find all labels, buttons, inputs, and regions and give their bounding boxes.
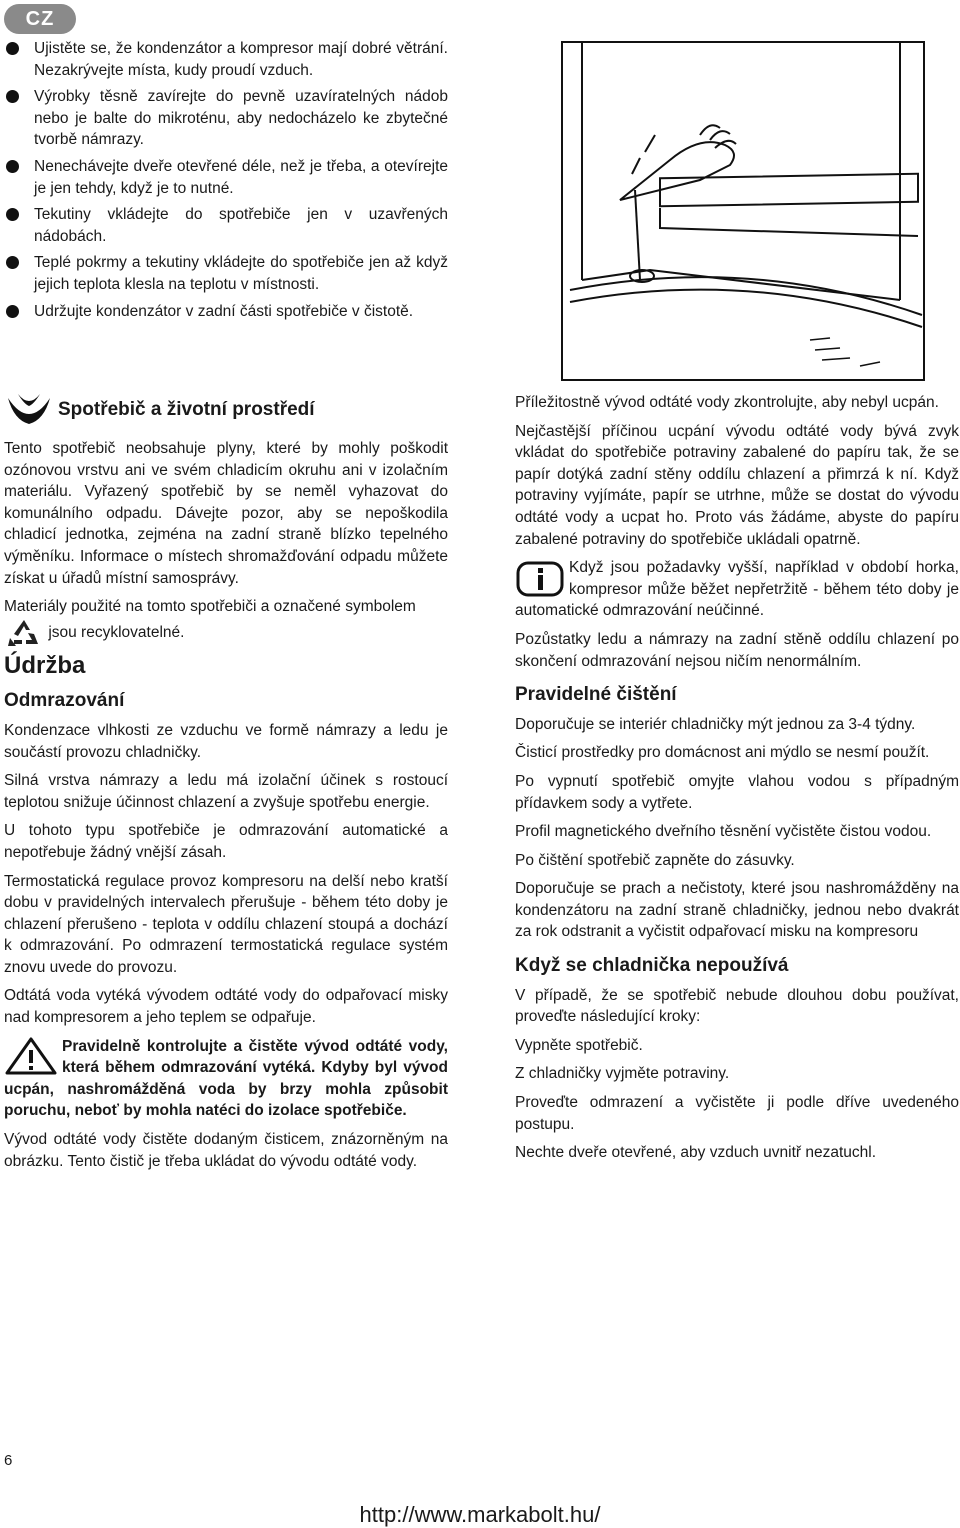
bullet-dot-icon (6, 42, 19, 55)
warning-triangle-icon (4, 1036, 58, 1076)
drain-cleaner-illustration (560, 40, 930, 385)
drain-check-paragraph: Příležitostně vývod odtáté vody zkontrolujte, aby nebyl ucpán. (515, 394, 939, 411)
bullet-dot-icon (6, 256, 19, 269)
info-icon (515, 559, 567, 599)
cleaning-paragraph: Profil magnetického dveřního těsnění vyčistěte čistou vodou. (515, 823, 932, 841)
environment-leaf-icon (4, 390, 54, 430)
defrost-paragraph: Silná vrstva námrazy a ledu má izolační účinek s rostoucí teplotou snižuje účinnost chlazení a zvyšuje spotřebu energie. (4, 772, 448, 811)
bullet-dot-icon (6, 208, 19, 221)
cleaner-paragraph: Vývod odtáté vody čistěte dodaným čisticem, znázorněným na obrázku. Tento čistič je třeba ukládat do vývodu odtáté vody. (4, 1131, 448, 1170)
tips-bullet-list (4, 38, 448, 327)
bullet-item: Nenechávejte dveře otevřené déle, než je třeba, a otevírejte je jen tehdy, když je to nutné. (4, 156, 448, 199)
unused-paragraph: Nechte dveře otevřené, aby vzduch uvnitř nezatuchl. (515, 1144, 877, 1162)
recycle-icon (4, 618, 44, 648)
residue-paragraph: Pozůstatky ledu a námrazy na zadní stěně oddílu chlazení po skončení odmrazování nejsou ničím nenormálním. (515, 630, 959, 670)
drain-clog-paragraph: Nejčastější příčinou ucpání vývodu odtáté vody bývá zvyk vkládat do spotřebiče potraviny zabalené do papíru tak, že se papír dotýká zadní stěny oddílu chlazení a přimrzá k ní. Když potraviny vyjímáte, papír se utrhne, může se dostat do vývodu odtáté vody a ucpat ho. Proto vás žádáme, abyste do papíru zabalené potraviny do spotřebiče ukládali opatrně. (515, 422, 959, 548)
maintenance-title: Údržba (4, 651, 86, 679)
bullet-item: Teplé pokrmy a tekutiny vkládejte do spotřebiče jen až když jejich teplota klesla na teplotu v místnosti. (4, 252, 448, 295)
environment-heading (4, 390, 448, 430)
bullet-item: Tekutiny vkládejte do spotřebiče jen v uzavřených nádobách. (4, 204, 448, 247)
right-column (515, 392, 959, 1171)
environment-paragraph: Tento spotřebič neobsahuje plyny, které by mohly poškodit ozónovou vrstvu ani ve svém chladicím okruhu ani v izolačním materiálu. Vyřazený spotřebič by se neměl vyhazovat do komunálního odpadu. Dávejte pozor, aby se nepoškodila chladicí jednotka, zejména na zadní straně blízko tepelného výměníku. Informace o místech shromažďování odpadu můžete získat u úřadů místní samosprávy. (4, 440, 448, 587)
footer-url-link[interactable]: http://www.markabolt.hu/ (359, 1502, 601, 1527)
page-number: 6 (4, 1452, 13, 1469)
defrost-paragraph: Odtátá voda vytéká vývodem odtáté vody do odpařovací misky nad kompresorem a jeho teplem se odpařuje. (4, 987, 448, 1027)
unused-paragraph: V případě, že se spotřebič nebude dlouhou dobu používat, proveďte následující kroky: (515, 986, 959, 1026)
bullet-item: Výrobky těsně zavírejte do pevně uzavíratelných nádob nebo je balte do mikroténu, aby nedocházelo ke zbytečné tvorbě námrazy. (4, 86, 448, 151)
left-column (4, 390, 448, 1179)
defrost-title: Odmrazování (4, 690, 125, 712)
warning-block: Pravidelně kontrolujte a čistěte vývod odtáté vody, která během odmrazování vytéká. Kdyby byl vývod ucpán, nashromážděná voda by brzy mohla způsobit poruchu, neboť by mohla natéci do izolace spotřebiče. (4, 1037, 448, 1120)
info-block: Když jsou požadavky vyšší, například v období horka, kompresor může běžet nepřetržitě - během této doby je automatické odmrazování neúčinné. (515, 559, 959, 620)
unused-paragraph: Z chladničky vyjměte potraviny. (515, 1065, 730, 1083)
defrost-paragraph: U tohoto typu spotřebiče je odmrazování automatické a nepotřebuje žádný vnější zásah. (4, 822, 448, 861)
unused-paragraph: Proveďte odmrazení a vyčistěte ji podle dříve uvedeného postupu. (515, 1094, 959, 1133)
defrost-paragraph: Kondenzace vlhkosti ze vzduchu ve formě námrazy a ledu je součástí provozu chladničky. (4, 721, 448, 761)
unused-paragraph: Vypněte spotřebič. (515, 1036, 643, 1054)
bullet-item: Ujistěte se, že kondenzátor a kompresor mají dobré větrání. Nezakrývejte místa, kudy proudí vzduch. (4, 38, 448, 81)
cleaning-paragraph: Po čištění spotřebič zapněte do zásuvky. (515, 851, 795, 869)
bullet-item: Udržujte kondenzátor v zadní části spotřebiče v čistotě. (4, 301, 448, 323)
cleaning-paragraph: Po vypnutí spotřebič omyjte vlahou vodou s případným přídavkem sody a vytřete. (515, 772, 959, 812)
recycling-paragraph: Materiály použité na tomto spotřebiči a označené symbolem jsou recyklovatelné. (4, 596, 448, 648)
bullet-dot-icon (6, 305, 19, 318)
environment-title: Spotřebič a životní prostředí (58, 399, 315, 421)
cleaning-paragraph: Doporučuje se interiér chladničky mýt jednou za 3-4 týdny. (515, 715, 916, 733)
defrost-paragraph: Termostatická regulace provoz kompresoru na delší nebo kratší dobu v pravidelných intervalech přerušuje - během této doby je chlazení přerušeno - teplota v oddílu chlazení stoupá a dochází k odmrazování. Po odmrazení termostatická regulace systém znovu uvede do provozu. (4, 872, 448, 976)
cleaning-paragraph: Čisticí prostředky pro domácnost ani mýdlo se nesmí použít. (515, 744, 930, 762)
unused-title: Když se chladnička nepoužívá (515, 955, 789, 977)
cleaning-title: Pravidelné čištění (515, 684, 677, 706)
language-badge: CZ (4, 4, 76, 34)
cleaning-paragraph: Doporučuje se prach a nečistoty, které jsou nashromážděny na kondenzátoru na zadní straně chladničky, jednou nebo dvakrát za rok odstranit a vyčistit odpařovací misku na kompresoru (515, 880, 959, 941)
bullet-dot-icon (6, 90, 19, 103)
bullet-dot-icon (6, 160, 19, 173)
